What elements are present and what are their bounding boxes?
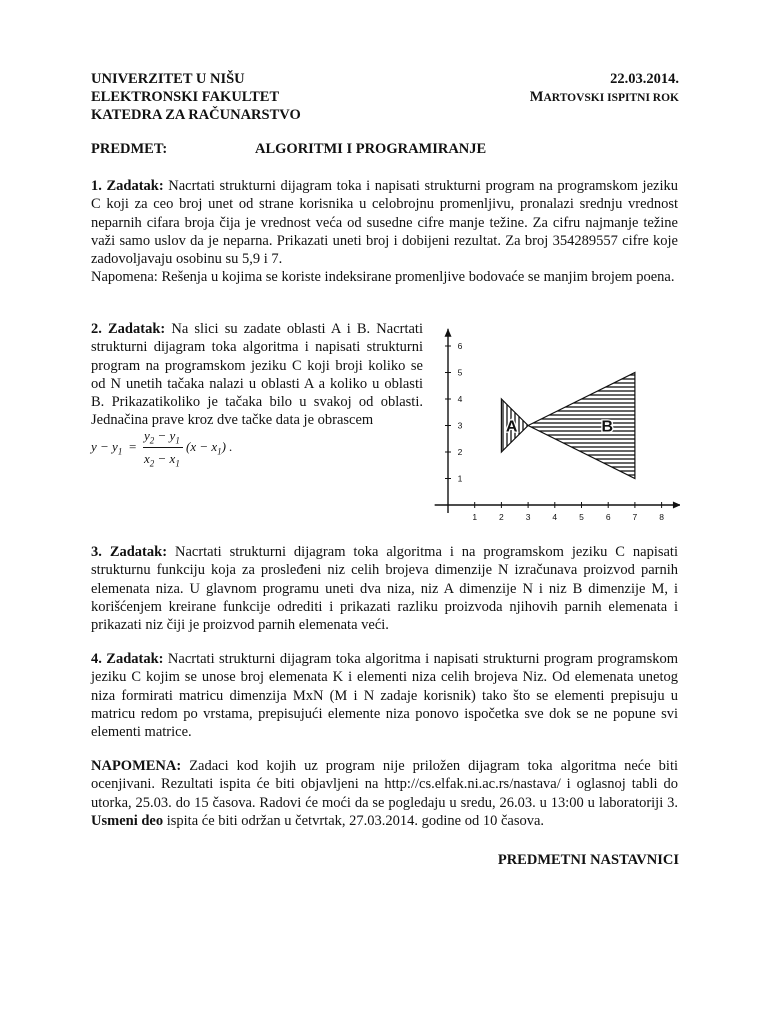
- region-b: [528, 373, 635, 479]
- university-name: UNIVERZITET U NIŠU: [91, 71, 245, 87]
- note-text-end: ispita će biti održan u četvrtak, 27.03.2014. godine od 10 časova.: [163, 812, 545, 829]
- task-2: [91, 320, 423, 430]
- note-text: Zadaci kod kojih uz program nije priložen dijagram toka algoritma neće biti ocenjivani. Rezultati ispita će biti objavljeni na http://cs.elfak.ni.ac.rs/nastava/ i oglasnoj tabli do utorka, 25.03. do 15 časova. Radovi će moći da se pogledaju u sredu, 26.03. u 13:00 u laboratoriji 3.: [91, 758, 678, 811]
- x-tick-label: 8: [659, 512, 664, 522]
- task-3-text: Nacrtati strukturni dijagram toka algoritma i na programskom jeziku C napisati strukturnu funkciju koja za prosleđeni niz celih brojeva dimenzije N izračunava proizvod parnih elemenata niza. U glavnom programu uneti dva niza, niz A dimenzije N i niz B dimenzije M, i korišćenjem kreirane funkcije odrediti i prikazati razliku proizvoda njihovih parnih elemenata i prikazati niz čiji je proizvod parnih elemenata veći.: [91, 544, 678, 634]
- x-tick-label: 2: [499, 512, 504, 522]
- fraction-bar: [143, 447, 183, 448]
- exam-period: MARTOVSKI ISPITNI ROK: [529, 89, 679, 105]
- faculty-name: ELEKTRONSKI FAKULTET: [91, 89, 280, 105]
- department-name: KATEDRA ZA RAČUNARSTVO: [91, 107, 301, 123]
- task-1: [91, 177, 678, 287]
- x-tick-label: 3: [525, 512, 531, 522]
- line-equation-formula: $y - y_1$ = $y_2 - y_1$ $x_2 - x_1$ $(x - x_1)$ .: [91, 428, 233, 469]
- task-4-label: 4. Zadatak:: [91, 651, 164, 667]
- x-tick-label: 1: [472, 512, 478, 522]
- region-a-label: A: [505, 418, 518, 436]
- task-1-label: 1. Zadatak:: [91, 178, 164, 194]
- task-1-note: Napomena: Rešenja u kojima se koriste indeksirane promenljive bodovaće se manjim brojem poena.: [91, 269, 675, 286]
- task-2-label: 2. Zadatak:: [91, 321, 166, 337]
- exam-info: [530, 70, 679, 107]
- exam-date: 22.03.2014.: [610, 71, 679, 87]
- y-tick-label: 2: [457, 447, 463, 457]
- institution-header: [91, 70, 301, 124]
- note-label: NAPOMENA:: [91, 758, 182, 774]
- exam-note: [91, 757, 678, 830]
- y-tick-label: 3: [457, 420, 463, 431]
- task-1-text: Nacrtati strukturni dijagram toka i napisati strukturni program na programskom jeziku C koji za ceo broj unet od strane korisnika u celobrojnu promenljivu, pronalazi srednju vrednost neparnih cifara broja čija je vrednost veća od susedne cifre manje težine. Za cifru najmanje težine važi samo uslov da je neparna. Prikazati uneti broj i dobijeni rezultat. Za broj 354289557 cifre koje zadovoljavaju osobinu su 5,9 i 7.: [91, 178, 678, 268]
- signature: PREDMETNI NASTAVNICI: [497, 852, 679, 868]
- x-tick-label: 5: [579, 512, 584, 522]
- x-tick-label: 6: [605, 512, 611, 522]
- x-tick-label: 4: [552, 512, 558, 522]
- oral-exam-label: Usmeni deo: [91, 812, 164, 829]
- x-axis-arrow: [673, 502, 680, 509]
- y-tick-label: 6: [457, 341, 463, 351]
- region-b-label: B: [601, 418, 614, 436]
- task-4: [91, 650, 678, 741]
- task-3: [91, 543, 678, 634]
- subject-label: PREDMET:: [91, 141, 168, 157]
- task-4-text: Nacrtati strukturni dijagram toka algoritma i napisati strukturni program programskom jeziku C kojim se unose broj elemenata K i elementi niza celih brojeva Niz. Od elemenata unetog niza formirati matricu dimenzija MxN (M i N zadaje korisnik) tako što se elementi prepisuju u matricu redom po vrstama, prepisujući elemente niza ponovo ispočetka sve dok se ne popune svi elementi matrice.: [91, 651, 678, 741]
- regions-graph: [430, 318, 680, 530]
- subject-name: ALGORITMI I PROGRAMIRANJE: [255, 141, 487, 157]
- subject-line: [91, 141, 487, 158]
- y-axis-arrow: [445, 329, 452, 337]
- task-2-text: Na slici su zadate oblasti A i B. Nacrtati strukturni dijagram toka algoritma i napisati strukturni program na programskom jeziku C koji broji koliko se od N unetih tačaka nalazi u oblasti A a koliko u oblasti B. Prikazatikoliko je tačaka bilo u svakoj od oblasti. Jednačina prave kroz dve tačke data je obrascem: [91, 321, 423, 429]
- task-3-label: 3. Zadatak:: [91, 544, 168, 560]
- y-tick-label: 5: [457, 367, 463, 378]
- y-tick-label: 4: [457, 394, 463, 404]
- x-tick-label: 7: [632, 512, 638, 522]
- y-tick-label: 1: [457, 473, 463, 484]
